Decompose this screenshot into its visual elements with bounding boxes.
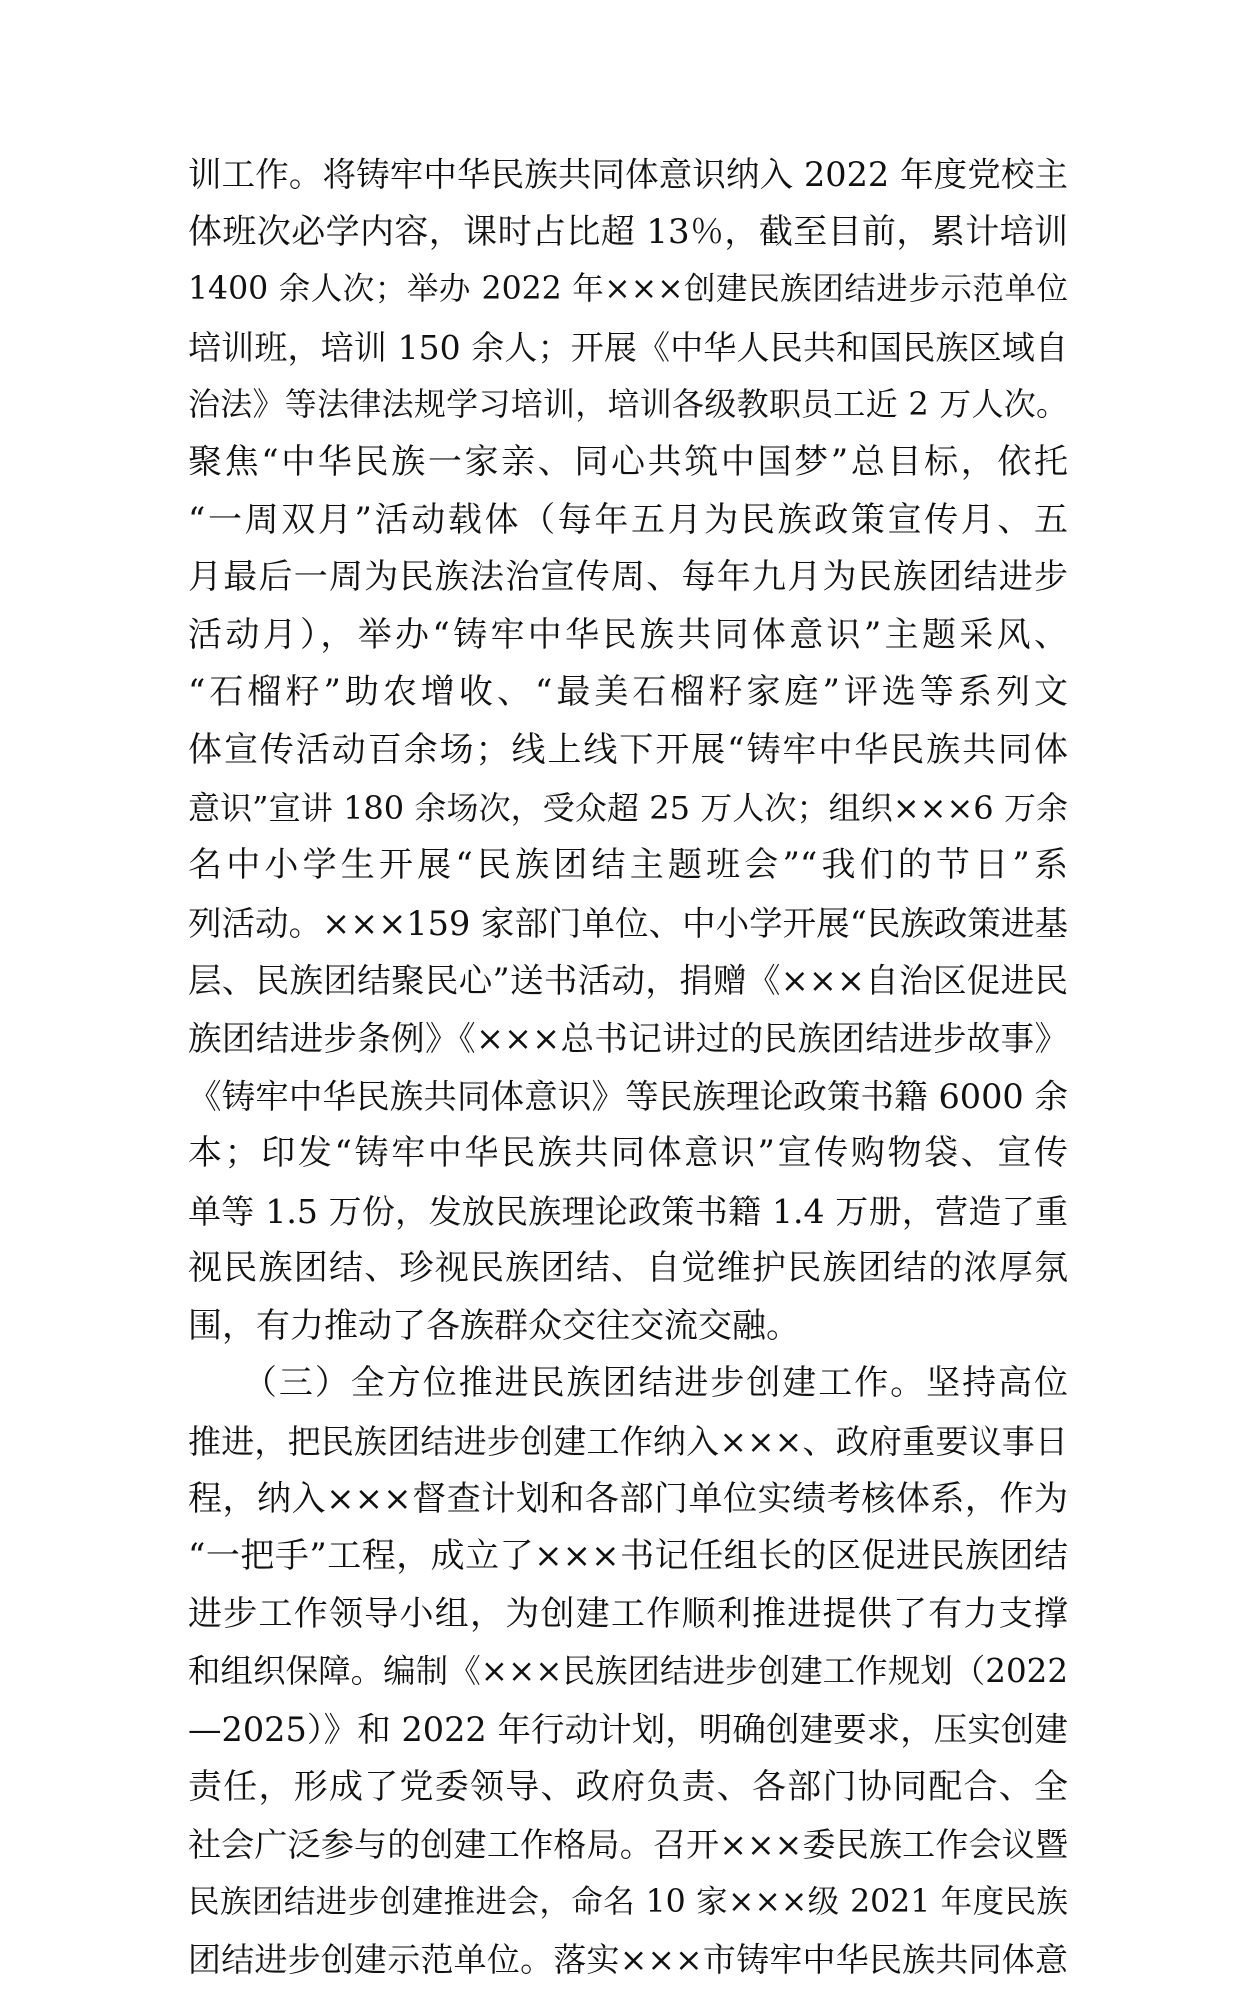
text-line: “石榴籽”助农增收、“最美石榴籽家庭”评选等系列文 bbox=[188, 672, 1068, 713]
text-line: 列活动。×××159 家部门单位、中小学开展“民族政策进基 bbox=[188, 903, 1068, 943]
text-line: 名中小学生开展“民族团结主题班会”“我们的节日”系 bbox=[188, 845, 1068, 886]
text-line: 训工作。将铸牢中华民族共同体意识纳入 2022 年度党校主 bbox=[188, 155, 1068, 194]
text-line: 民族团结进步创建推进会，命名 10 家×××级 2021 年度民族 bbox=[188, 1883, 1068, 1920]
text-line: —2025）》和 2022 年行动计划，明确创建要求，压实创建 bbox=[188, 1710, 1068, 1750]
text-line: 社会广泛参与的创建工作格局。召开×××委民族工作会议暨 bbox=[188, 1825, 1068, 1865]
text-line: 体宣传活动百余场；线上线下开展“铸牢中华民族共同体 bbox=[188, 729, 1068, 770]
text-line: 单等 1.5 万份，发放民族理论政策书籍 1.4 万册，营造了重 bbox=[188, 1191, 1068, 1231]
text-line: 治法》等法律法规学习培训，培训各级教职员工近 2 万人次。 bbox=[188, 385, 1068, 424]
text-line: “一周双月”活动载体（每年五月为民族政策宣传月、五 bbox=[188, 499, 1068, 540]
text-line: 推进，把民族团结进步创建工作纳入×××、政府重要议事日 bbox=[188, 1422, 1068, 1462]
text-line: 意识”宣讲 180 余场次，受众超 25 万人次；组织×××6 万余 bbox=[188, 788, 1068, 827]
text-line: 族团结进步条例》《×××总书记讲过的民族团结进步故事》 bbox=[188, 1018, 1068, 1058]
text-line: 活动月），举办“铸牢中华民族共同体意识”主题采风、 bbox=[188, 614, 1068, 655]
text-line: 责任，形成了党委领导、政府负责、各部门协同配合、全 bbox=[188, 1766, 1068, 1807]
text-line: 《铸牢中华民族共同体意识》等民族理论政策书籍 6000 余 bbox=[188, 1076, 1068, 1116]
text-line: 进步工作领导小组，为创建工作顺利推进提供了有力支撑 bbox=[188, 1593, 1068, 1634]
text-line: 围，有力推动了各族群众交往交流交融。 bbox=[188, 1305, 800, 1346]
document-page bbox=[188, 146, 1068, 1980]
text-line: 1400 余人次；举办 2022 年×××创建民族团结进步示范单位 bbox=[188, 271, 1068, 308]
text-line: （三）全方位推进民族团结进步创建工作。坚持高位 bbox=[188, 1363, 1068, 1404]
text-line: 本；印发“铸牢中华民族共同体意识”宣传购物袋、宣传 bbox=[188, 1133, 1068, 1174]
text-line: 程，纳入×××督查计划和各部门单位实绩考核体系，作为 bbox=[188, 1478, 1068, 1519]
text-line: “一把手”工程，成立了×××书记任组长的区促进民族团结 bbox=[188, 1536, 1068, 1577]
text-line: 培训班，培训 150 余人；开展《中华人民共和国民族区域自 bbox=[188, 327, 1068, 367]
text-line: 月最后一周为民族法治宣传周、每年九月为民族团结进步 bbox=[188, 557, 1068, 598]
text-line: 体班次必学内容，课时占比超 13％，截至目前，累计培训 bbox=[188, 211, 1068, 252]
text-line: 团结进步创建示范单位。落实×××市铸牢中华民族共同体意 bbox=[188, 1940, 1068, 1980]
text-line: 视民族团结、珍视民族团结、自觉维护民族团结的浓厚氛 bbox=[188, 1248, 1068, 1289]
text-line: 聚焦“中华民族一家亲、同心共筑中国梦”总目标，依托 bbox=[188, 441, 1068, 482]
text-line: 和组织保障。编制《×××民族团结进步创建工作规划（2022 bbox=[188, 1652, 1068, 1691]
text-line: 层、民族团结聚民心”送书活动，捐赠《×××自治区促进民 bbox=[188, 961, 1068, 1001]
